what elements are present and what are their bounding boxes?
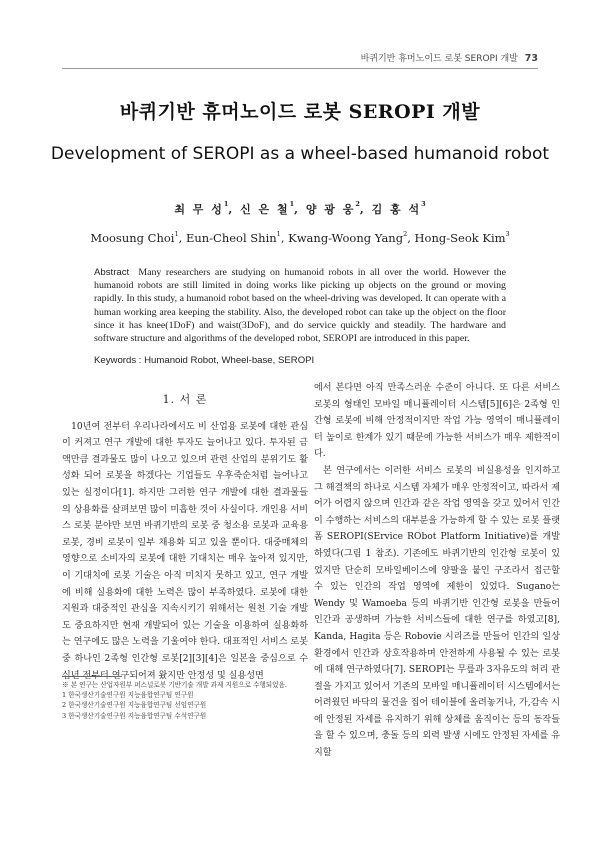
abstract-text: Many researchers are studying on humanoid robots in all over the world. However the humanoid robots are still limited in doing works like picking up objects on the ground or moving rapidly. In this study, a humanoid robot based on the wheel-driving was developed. It can operate with a human working area keeping the stability. Also, the developed robot can take up the object on the floor since it has knee(1DoF) and waist(3DoF), and do service quickly and steadily. The hardware and software structure and algorithms of the developed robot, SEROPI are introduced in this paper. — [94, 267, 507, 345]
body-paragraph: 에서 본다면 아직 만족스러운 수준이 아니다. 또 다른 서비스 로봇의 형태인 모바일 매니퓰레이터 시스템[5][6]은 2족형 인간형 로봇에 비해 안정적이지만 작업 가능 영역이 매니퓰레이터 높이로 한계가 있기 때문에 가능한 서비스가 매우 제한적이다. — [314, 383, 560, 460]
affiliation-mark: 1 — [174, 230, 179, 238]
korean-author: 김 홍 석 — [371, 203, 422, 216]
footnote: 3 한국생산기술연구원 지능융합연구팀 수석연구원 — [62, 711, 207, 720]
korean-author: 최 무 성 — [174, 203, 224, 216]
abstract-label: Abstract — [94, 267, 130, 278]
english-author: Eun-Cheol Shin — [185, 231, 277, 245]
english-author: Kwang-Woong Yang — [288, 231, 404, 245]
korean-author: 양 광 웅 — [305, 203, 356, 216]
right-column — [314, 380, 560, 762]
english-authors: Moosung Choi$^1$, Eun-Cheol Shin$^1$, Kwang-Woong Yang$^2$, Hong-Seok Kim$^3$ — [90, 230, 510, 245]
body-paragraph: 본 연구에서는 이러한 서비스 로봇의 비실용성을 인지하고 그 해결책의 하나로 시스템 자체가 매우 안정적이고, 따라서 제어가 어렵지 않으며 인간과 같은 작업 영역을 갖고 있어서 인간이 수행하는 서비스의 대부분을 가능하게 할 수 있는 로봇 플랫폼 SEROPI(SErvice RObot Platform Initiative)를 개발하였다(그림 1 참조). 기존에도 바퀴기반의 인간형 로봇이 있었지만 단순히 모바일베이스에 양팔을 붙인 구조라서 접근할 수 있는 인간의 작업 영역에 제한이 있었다. Sugano는 Wendy 및 Wamoeba 등의 바퀴기반 인간형 로봇을 만들어 인간과 공생하며 가능한 서비스들에 대한 연구를 하였고[8], Kanda, Hagita 등은 Robovie 시리즈를 만들어 인간의 일상 환경에서 인간과 상호작용하며 안전하게 사용될 수 있는 로봇에 대해 연구하였다[7]. SEROPI는 무릎과 3자유도의 허리 관절을 가지고 있어서 기존의 모바일 매니퓰레이터 시스템에서는 어려웠던 바닥의 물건을 집어 테이블에 올려놓거나, 가,감속 시에 안정된 자세를 유지하기 위해 상체를 움직이는 등의 동작들을 할 수 있으며, 충돌 등의 외력 발생 시에도 안정된 자세를 유지할 — [314, 465, 560, 759]
affiliation-mark: 2 — [403, 230, 408, 238]
affiliation-mark: 1 — [276, 230, 281, 238]
footnote-rule — [62, 676, 122, 677]
running-head-title: 바퀴기반 휴머노이드 로봇 SEROPI 개발 — [360, 54, 518, 64]
abstract — [94, 266, 506, 345]
affiliation-mark: 3 — [421, 200, 426, 208]
body-paragraph: 10년여 전부터 우리나라에서도 비 산업용 로봇에 대한 관심이 커져고 연구 개발에 대한 투자도 늘어나고 있다. 투자된 금액만큼 결과물도 많이 나오고 있으며 관련 산업의 분위기도 활성화 되어 로봇을 하겠다는 기업들도 우후죽순처럼 늘어나고 있는 실정이다[1]. 하지만 그러한 연구 개발에 대한 결과물들의 상용화를 살펴보면 많이 미흡한 것이 사실이다. 개인용 서비스 로봇 분야만 보면 바퀴기반의 로봇 중 청소용 로봇과 교육용 로봇, 경비 로봇이 일부 채용화 되고 있을 뿐이다. 대중매체의 영향으로 소비자의 로봇에 대한 기대치는 매우 높아져 있지만, 이 기대치에 로봇 기술은 아직 미치지 못하고 있고, 연구 개발에 비해 실용화에 대한 노력은 많이 부족하였다. 로봇에 대한 지원과 대중적인 관심을 지속시키기 위해서는 원천 기술 개발도 중요하지만 현재 개발되어 있는 기술을 이용하여 실용화하는 연구에도 많은 노력을 기울여야 한다. 대표적인 서비스 로봇 중 하나인 2족형 인간형 로봇[2][3][4]은 일본을 중심으로 수십년 전부터 연구되어져 왔지만 안정성 및 실용성면 — [62, 421, 308, 681]
footnote: ※ 본 연구는 산업자원부 퍼스널로봇 기반기술 개발 과제 지원으로 수행되었음. — [62, 681, 288, 689]
affiliation-mark: 1 — [289, 200, 295, 208]
section-heading: 1. 서 론 — [162, 393, 208, 406]
korean-author: 신 은 철 — [240, 203, 290, 216]
header-rule — [62, 68, 538, 69]
affiliation-mark: 1 — [223, 200, 229, 208]
page-number: 73 — [524, 53, 538, 64]
english-author: Hong-Seok Kim — [414, 231, 506, 245]
footnotes — [62, 680, 308, 721]
affiliation-mark: 2 — [355, 200, 360, 208]
running-head — [361, 51, 538, 64]
footnote: 2 한국생산기술연구원 지능융합연구팀 선임연구원 — [62, 701, 207, 710]
korean-authors: 최 무 성$^1$, 신 은 철$^1$, 양 광 웅$^2$, 김 홍 석$^3$ — [174, 200, 426, 216]
left-column — [62, 384, 308, 684]
keywords-label: Keywords — [94, 355, 137, 366]
english-title: Development of SEROPI as a wheel-based humanoid robot — [50, 144, 550, 164]
korean-title: 바퀴기반 휴머노이드 로봇 SEROPI 개발 — [119, 101, 481, 123]
affiliation-mark: 3 — [505, 230, 510, 238]
english-author: Moosung Choi — [90, 231, 175, 245]
keywords: Keywords : Humanoid Robot, Wheel-base, SEROPI — [94, 355, 315, 366]
keywords-text: Humanoid Robot, Wheel-base, SEROPI — [144, 355, 315, 366]
footnote: 1 한국생산기술연구원 지능융합연구팀 연구원 — [62, 691, 194, 700]
